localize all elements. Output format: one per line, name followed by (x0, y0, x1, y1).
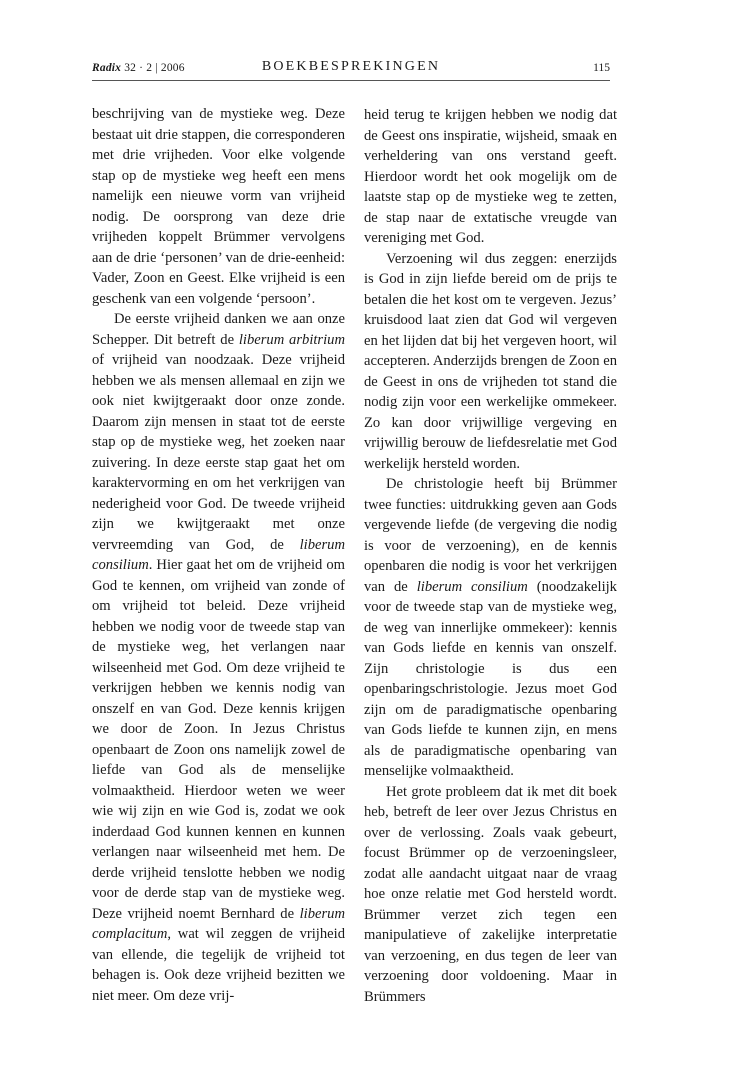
right-text-column (364, 105, 617, 1007)
text-run: (noodzakelijk voor de tweede stap van de mystieke weg, de weg van innerlijke ommekeer): kennis van Gods liefde en kennis van onszelf. Zijn christologie is dus een openbaringschristologie. Jezus moet God zijn om de paradigmatische openbaring van Gods liefde te kunnen zijn, en mens als de paradigmatische openbaring van menselijke volmaaktheid. (364, 578, 617, 779)
running-header (92, 58, 610, 81)
text-run: De christologie heeft bij Brümmer twee functies: uitdrukking geven aan Gods vergevende liefde (de vergeving die nodig is voor de verzoening), en de kennis openbaren die nodig is voor het verkrijgen van de (364, 476, 617, 595)
body-paragraph (364, 249, 617, 475)
text-run: heid terug te krijgen hebben we nodig dat de Geest ons inspiratie, wijsheid, smaak en verheldering van ons verstand geeft. Hierdoor wordt het ook mogelijk om de laatste stap op de mystieke weg te zetten, de stap naar de extatische vreugde van vereniging met God. (364, 107, 617, 246)
text-run: , wat wil zeggen de vrijheid van ellende, die tegelijk de vrijheid tot behagen is. Ook deze vrijheid bezitten we niet meer. Om deze vrij- (92, 926, 345, 1004)
journal-name: Radix (92, 62, 122, 74)
body-paragraph (364, 782, 617, 1008)
left-text-column (92, 104, 345, 1006)
text-run: . Hier gaat het om de vrijheid om God te kennen, om vrijheid van zonde of om vrijheid tot beleid. Deze vrijheid hebben we nodig voor de tweede stap van de mystieke weg, het verlangen naar wilseenheid met God. Om deze vrijheid te verkrijgen hebben we kennis nodig van onszelf en van God. Deze kennis krijgen we door de Zoon. In Jezus Christus openbaart de Zoon ons namelijk zowel de liefde van God als de menselijke volmaaktheid. Hierdoor weten we weer wie wij zijn en wie God is, zodat we ook inderdaad God kunnen kennen en kunnen verlangen naar wilseenheid met hem. De derde vrijheid tenslotte hebben we nodig voor de derde stap van de mystieke weg. Deze vrijheid noemt Bernhard de (92, 557, 345, 922)
body-paragraph (364, 105, 617, 249)
text-run: of vrijheid van noodzaak. Deze vrijheid hebben we als mensen allemaal en zijn we ook niet kwijtgeraakt door onze zonde. Daarom zijn mensen in staat tot de eerste stap op de mystieke weg, het zoeken naar zuivering. In deze eerste stap gaat het om karaktervorming en om het verkrijgen van nederigheid voor God. De tweede vrijheid zijn we kwijtgeraakt met onze vervreemding van God, de (92, 352, 345, 553)
italic-term: liberum consilium (92, 536, 345, 573)
page-number: 115 (593, 62, 610, 74)
section-title: BOEKBESPREKINGEN (261, 59, 441, 74)
body-paragraph (364, 474, 617, 782)
italic-term: liberum complacitum (92, 905, 345, 942)
text-run: De eerste vrijheid danken we aan onze Schepper. Dit betreft de (92, 311, 345, 348)
text-run: Het grote probleem dat ik met dit boek heb, betreft de leer over Jezus Christus en over de verlossing. Zoals vaak gebeurt, focust Brümmer op de verzoeningsleer, zodat alle aandacht uitgaat naar de vraag hoe onze relatie met God hersteld wordt. Brümmer verzet zich tegen een manipulatieve of zakelijke interpretatie van verzoening, en dus tegen de leer van verzoening door voldoening. Maar in Brümmers (364, 783, 617, 1005)
body-paragraph (92, 309, 345, 1006)
body-paragraph (92, 104, 345, 309)
journal-issue: 32 · 2 | 2006 (124, 62, 185, 74)
text-run: beschrijving van de mystieke weg. Deze bestaat uit drie stappen, die corresponderen met drie vrijheden. Voor elke volgende stap op de mystieke weg heeft een mens namelijk een nieuwe vorm van vrijheid nodig. De oorsprong van deze drie vrijheden koppelt Brümmer vervolgens aan de drie ‘personen’ van de drie-eenheid: Vader, Zoon en Geest. Elke vrijheid is een geschenk van een volgende ‘persoon’. (92, 106, 345, 307)
text-run: Verzoening wil dus zeggen: enerzijds is God in zijn liefde bereid om de prijs te betalen die het kost om te vergeven. Jezus’ kruisdood laat zien dat God wil vergeven en het lijden dat bij het vergeven hoort, wil accepteren. Anderzijds brengen de Zoon en de Geest in ons de vrijheden tot stand die nodig zijn voor een werkelijke ommekeer. Zo kan door vrijwillige vergeving en vrijwillig berouw de liefdesrelatie met God werkelijk hersteld worden. (364, 250, 617, 472)
italic-term: liberum arbitrium (238, 331, 345, 348)
italic-term: liberum consilium (416, 578, 528, 595)
